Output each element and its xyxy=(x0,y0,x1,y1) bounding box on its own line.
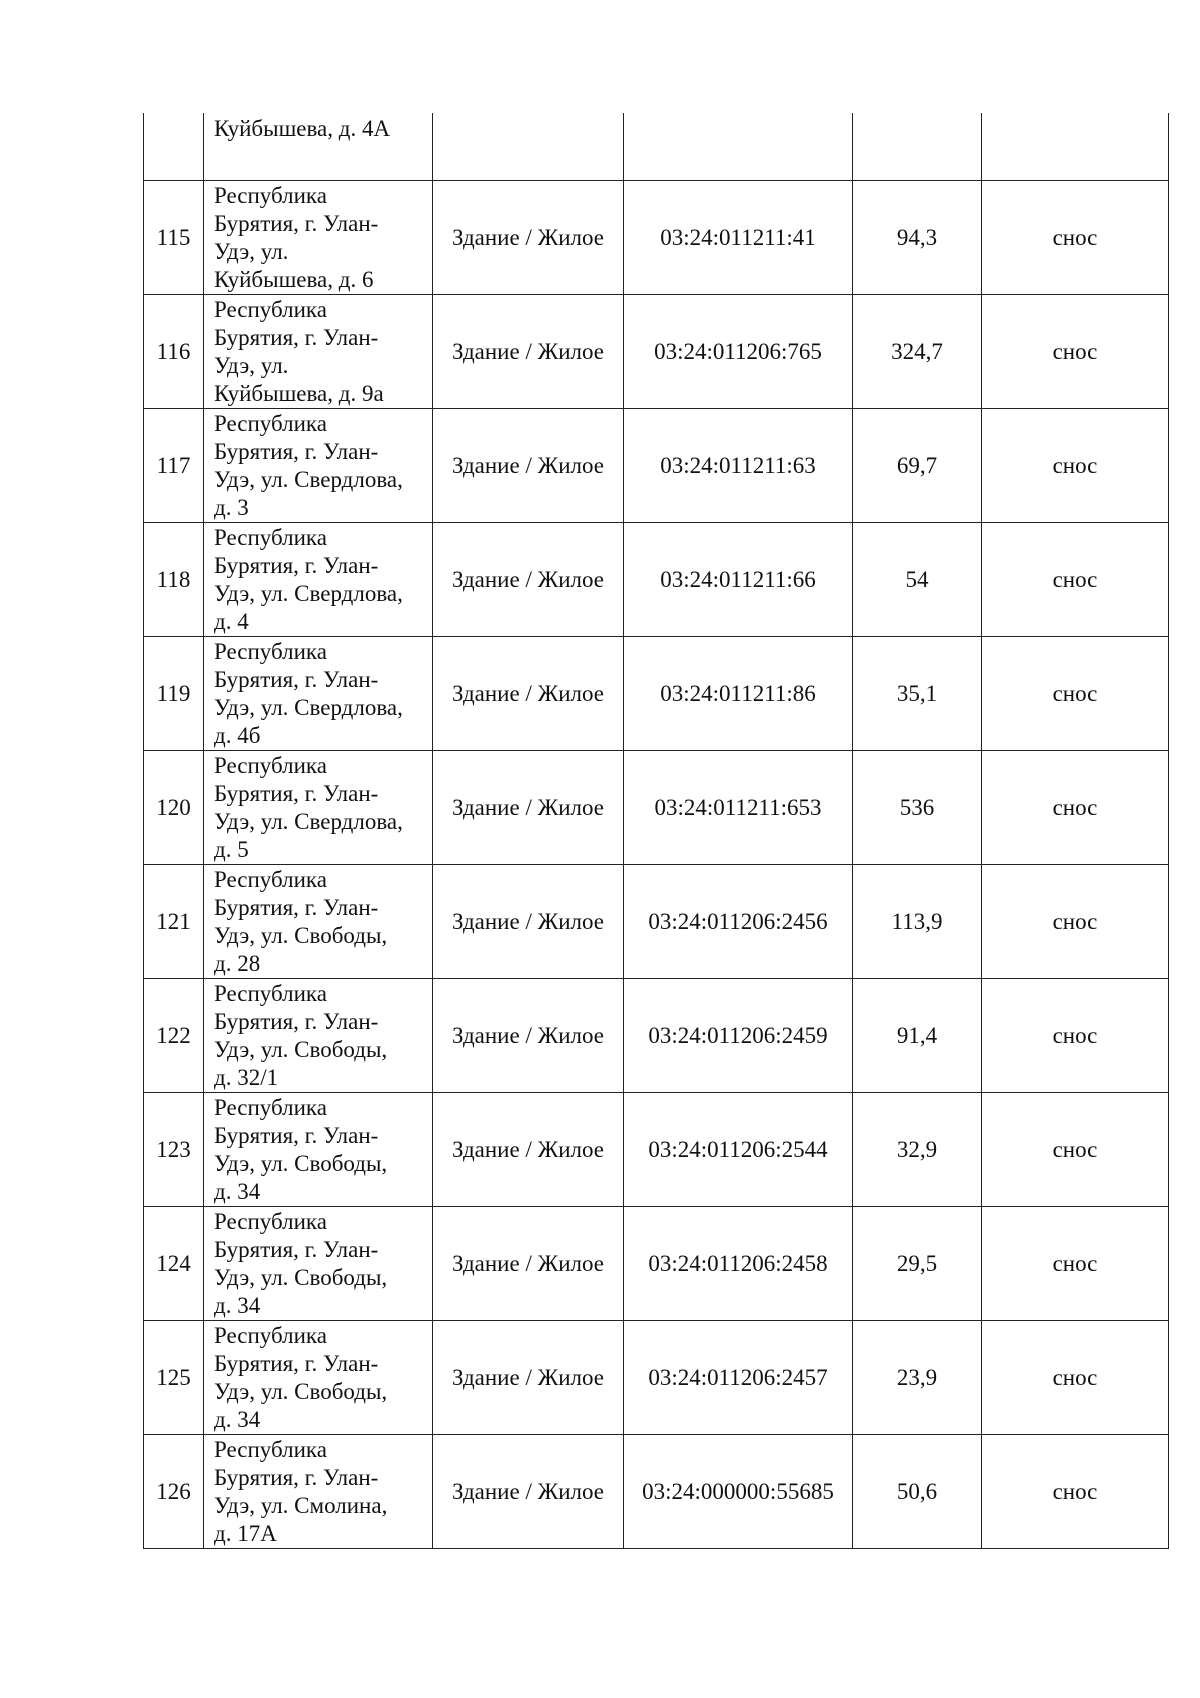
address-line: Республика xyxy=(214,639,327,664)
action-cell: снос xyxy=(982,979,1169,1093)
object-type-cell: Здание / Жилое xyxy=(433,1321,624,1435)
cadastral-number-cell: 03:24:000000:55685 xyxy=(624,1435,853,1549)
address-line: д. 34 xyxy=(214,1293,261,1318)
action-cell: снос xyxy=(982,751,1169,865)
table-row xyxy=(144,865,1169,979)
row-number-cell: 120 xyxy=(144,751,204,865)
cadastral-number-cell: 03:24:011211:653 xyxy=(624,751,853,865)
cadastral-number-cell: 03:24:011206:765 xyxy=(624,295,853,409)
cadastral-number-cell: 03:24:011206:2456 xyxy=(624,865,853,979)
object-type-cell: Здание / Жилое xyxy=(433,1207,624,1321)
table-row xyxy=(144,523,1169,637)
action-cell: снос xyxy=(982,637,1169,751)
address-line: Бурятия, г. Улан- xyxy=(214,1123,379,1148)
action-cell: снос xyxy=(982,181,1169,295)
table-row xyxy=(144,1435,1169,1549)
address-line: Бурятия, г. Улан- xyxy=(214,667,379,692)
buildings-table xyxy=(143,113,1169,1549)
action-cell: снос xyxy=(982,523,1169,637)
cadastral-number-cell: 03:24:011206:2457 xyxy=(624,1321,853,1435)
action-cell: снос xyxy=(982,1321,1169,1435)
cadastral-number-cell: 03:24:011211:41 xyxy=(624,181,853,295)
address-cell xyxy=(204,181,433,295)
row-number-cell: 116 xyxy=(144,295,204,409)
row-number-cell: 117 xyxy=(144,409,204,523)
cadastral-number-cell: 03:24:011206:2459 xyxy=(624,979,853,1093)
address-line: Республика xyxy=(214,183,327,208)
address-line: Удэ, ул. xyxy=(214,239,289,264)
address-cell xyxy=(204,113,433,181)
address-line: Бурятия, г. Улан- xyxy=(214,439,379,464)
object-type-cell: Здание / Жилое xyxy=(433,979,624,1093)
object-type-cell: Здание / Жилое xyxy=(433,1093,624,1207)
continued-row xyxy=(144,113,1169,181)
area-cell: 91,4 xyxy=(853,979,982,1093)
object-type-cell: Здание / Жилое xyxy=(433,181,624,295)
area-cell: 54 xyxy=(853,523,982,637)
area-cell: 50,6 xyxy=(853,1435,982,1549)
row-number-cell: 126 xyxy=(144,1435,204,1549)
table-row xyxy=(144,295,1169,409)
table-row xyxy=(144,751,1169,865)
row-number-cell xyxy=(144,113,204,181)
row-number-cell: 115 xyxy=(144,181,204,295)
address-cell xyxy=(204,751,433,865)
address-line: Удэ, ул. Свердлова, xyxy=(214,809,403,834)
address-line: д. 34 xyxy=(214,1407,261,1432)
address-line: Удэ, ул. Свердлова, xyxy=(214,695,403,720)
address-line: Республика xyxy=(214,297,327,322)
address-line: д. 3 xyxy=(214,495,249,520)
address-line: Бурятия, г. Улан- xyxy=(214,553,379,578)
address-line: Республика xyxy=(214,753,327,778)
address-line: Удэ, ул. Свободы, xyxy=(214,1379,388,1404)
address-line: д. 4 xyxy=(214,609,249,634)
address-text: Куйбышева, д. 4А xyxy=(214,116,391,141)
address-cell xyxy=(204,1093,433,1207)
row-number-cell: 118 xyxy=(144,523,204,637)
address-cell xyxy=(204,1207,433,1321)
address-line: д. 32/1 xyxy=(214,1065,279,1090)
address-cell xyxy=(204,637,433,751)
address-line: Удэ, ул. Свердлова, xyxy=(214,581,403,606)
address-line: Республика xyxy=(214,1323,327,1348)
address-cell xyxy=(204,295,433,409)
row-number-cell: 122 xyxy=(144,979,204,1093)
address-line: Куйбышева, д. 6 xyxy=(214,267,374,292)
table-row xyxy=(144,979,1169,1093)
row-number-cell: 124 xyxy=(144,1207,204,1321)
table-row xyxy=(144,1321,1169,1435)
area-cell: 35,1 xyxy=(853,637,982,751)
address-line: Удэ, ул. Свободы, xyxy=(214,1037,388,1062)
cadastral-number-cell: 03:24:011211:86 xyxy=(624,637,853,751)
address-line: Республика xyxy=(214,1437,327,1462)
action-cell xyxy=(982,113,1169,181)
object-type-cell: Здание / Жилое xyxy=(433,637,624,751)
cadastral-number-cell: 03:24:011206:2458 xyxy=(624,1207,853,1321)
address-line: Бурятия, г. Улан- xyxy=(214,1237,379,1262)
action-cell: снос xyxy=(982,1435,1169,1549)
address-line: Удэ, ул. xyxy=(214,353,289,378)
address-line: Удэ, ул. Свободы, xyxy=(214,923,388,948)
cadastral-number-cell: 03:24:011206:2544 xyxy=(624,1093,853,1207)
action-cell: снос xyxy=(982,409,1169,523)
area-cell: 94,3 xyxy=(853,181,982,295)
address-cell xyxy=(204,865,433,979)
address-line: Бурятия, г. Улан- xyxy=(214,1009,379,1034)
address-line: Удэ, ул. Свердлова, xyxy=(214,467,403,492)
action-cell: снос xyxy=(982,295,1169,409)
address-line: Удэ, ул. Смолина, xyxy=(214,1493,388,1518)
table-row xyxy=(144,1093,1169,1207)
address-line: Республика xyxy=(214,867,327,892)
address-line: Республика xyxy=(214,525,327,550)
address-line: д. 17А xyxy=(214,1521,277,1546)
address-line: Республика xyxy=(214,411,327,436)
area-cell: 23,9 xyxy=(853,1321,982,1435)
address-line: д. 4б xyxy=(214,723,261,748)
object-type-cell: Здание / Жилое xyxy=(433,1435,624,1549)
address-line: Республика xyxy=(214,981,327,1006)
row-number-cell: 125 xyxy=(144,1321,204,1435)
area-cell: 113,9 xyxy=(853,865,982,979)
address-cell xyxy=(204,523,433,637)
object-type-cell: Здание / Жилое xyxy=(433,523,624,637)
object-type-cell: Здание / Жилое xyxy=(433,295,624,409)
table-row xyxy=(144,181,1169,295)
object-type-cell: Здание / Жилое xyxy=(433,409,624,523)
address-line: Бурятия, г. Улан- xyxy=(214,325,379,350)
table-row xyxy=(144,1207,1169,1321)
object-type-cell xyxy=(433,113,624,181)
address-cell xyxy=(204,1435,433,1549)
table-body xyxy=(144,113,1169,1549)
action-cell: снос xyxy=(982,1093,1169,1207)
address-cell xyxy=(204,409,433,523)
cadastral-number-cell: 03:24:011211:63 xyxy=(624,409,853,523)
address-line: Бурятия, г. Улан- xyxy=(214,895,379,920)
address-line: Бурятия, г. Улан- xyxy=(214,211,379,236)
action-cell: снос xyxy=(982,1207,1169,1321)
address-cell xyxy=(204,979,433,1093)
address-line: Удэ, ул. Свободы, xyxy=(214,1151,388,1176)
area-cell: 32,9 xyxy=(853,1093,982,1207)
address-line: д. 5 xyxy=(214,837,249,862)
address-line: Удэ, ул. Свободы, xyxy=(214,1265,388,1290)
area-cell xyxy=(853,113,982,181)
address-line: Бурятия, г. Улан- xyxy=(214,1351,379,1376)
address-line: д. 34 xyxy=(214,1179,261,1204)
cadastral-number-cell: 03:24:011211:66 xyxy=(624,523,853,637)
action-cell: снос xyxy=(982,865,1169,979)
cadastral-number-cell xyxy=(624,113,853,181)
object-type-cell: Здание / Жилое xyxy=(433,751,624,865)
area-cell: 324,7 xyxy=(853,295,982,409)
table-row xyxy=(144,409,1169,523)
area-cell: 536 xyxy=(853,751,982,865)
row-number-cell: 121 xyxy=(144,865,204,979)
address-line: Куйбышева, д. 9а xyxy=(214,381,384,406)
object-type-cell: Здание / Жилое xyxy=(433,865,624,979)
address-line: д. 28 xyxy=(214,951,261,976)
row-number-cell: 123 xyxy=(144,1093,204,1207)
area-cell: 29,5 xyxy=(853,1207,982,1321)
address-line: Республика xyxy=(214,1095,327,1120)
table-row xyxy=(144,637,1169,751)
area-cell: 69,7 xyxy=(853,409,982,523)
address-line: Республика xyxy=(214,1209,327,1234)
row-number-cell: 119 xyxy=(144,637,204,751)
address-cell xyxy=(204,1321,433,1435)
address-line: Бурятия, г. Улан- xyxy=(214,781,379,806)
address-line: Бурятия, г. Улан- xyxy=(214,1465,379,1490)
